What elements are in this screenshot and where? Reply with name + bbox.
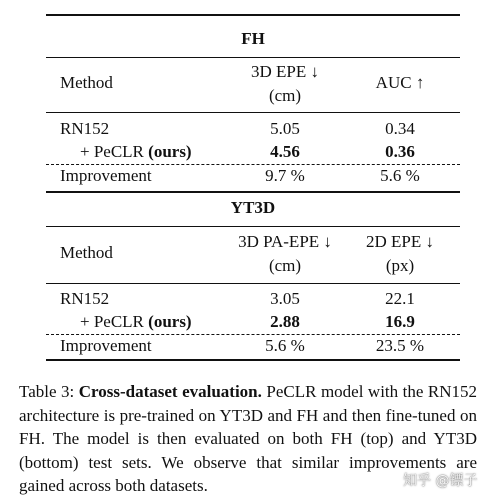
row-method: RN152 [60, 289, 110, 308]
improvement-label: Improvement [60, 336, 152, 355]
method-ours: (ours) [148, 312, 192, 331]
section-title-fh: FH [241, 29, 265, 48]
top-rule [46, 14, 460, 16]
row-value: 0.34 [385, 119, 415, 138]
caption-body: PeCLR model with the RN152 architecture is pre-trained on YT3D and FH and then fine-tuned on FH. The model is then evaluated on both FH (top) and YT3D (bottom) test sets. We observe that similar improvements are gained across both datasets. [19, 382, 478, 495]
row-value: 5.05 [270, 119, 300, 138]
row-method [80, 142, 192, 162]
improvement-value: 9.7 % [265, 166, 305, 185]
header-method: Method [60, 73, 113, 92]
row-value: 22.1 [385, 289, 415, 308]
row-value: 3.05 [270, 289, 300, 308]
improvement-value: 5.6 % [265, 336, 305, 355]
header-3d-epe-unit: (cm) [268, 86, 302, 105]
method-ours: (ours) [148, 142, 192, 161]
rule [46, 57, 460, 58]
caption-head: Cross-dataset evaluation. [78, 382, 262, 401]
rule [46, 283, 460, 284]
header-3d-pa-epe-unit: (cm) [268, 256, 302, 275]
header-3d-epe: 3D EPE ↓ [251, 62, 319, 81]
method-name: + PeCLR [80, 142, 144, 161]
dashed-rule [46, 334, 460, 335]
caption-label: Table 3: [19, 382, 75, 401]
section-title-yt3d: YT3D [230, 198, 276, 217]
row-method: RN152 [60, 119, 110, 138]
row-value-best: 4.56 [270, 142, 300, 161]
row-value-best: 2.88 [270, 312, 300, 331]
row-method [80, 312, 192, 332]
improvement-value: 5.6 % [380, 166, 420, 185]
header-method: Method [60, 243, 113, 262]
rule [46, 112, 460, 113]
header-2d-epe: 2D EPE ↓ [366, 232, 434, 251]
section-rule [46, 191, 460, 193]
improvement-value: 23.5 % [375, 336, 425, 355]
method-name: + PeCLR [80, 312, 144, 331]
dashed-rule [46, 164, 460, 165]
header-auc: AUC ↑ [375, 73, 425, 92]
watermark: 知乎 @镖子 [403, 473, 478, 489]
bottom-rule [46, 359, 460, 361]
row-value-best: 16.9 [385, 312, 415, 331]
improvement-label: Improvement [60, 166, 152, 185]
header-3d-pa-epe: 3D PA-EPE ↓ [238, 232, 332, 251]
row-value-best: 0.36 [385, 142, 415, 161]
rule [46, 226, 460, 227]
header-2d-epe-unit: (px) [385, 256, 415, 275]
